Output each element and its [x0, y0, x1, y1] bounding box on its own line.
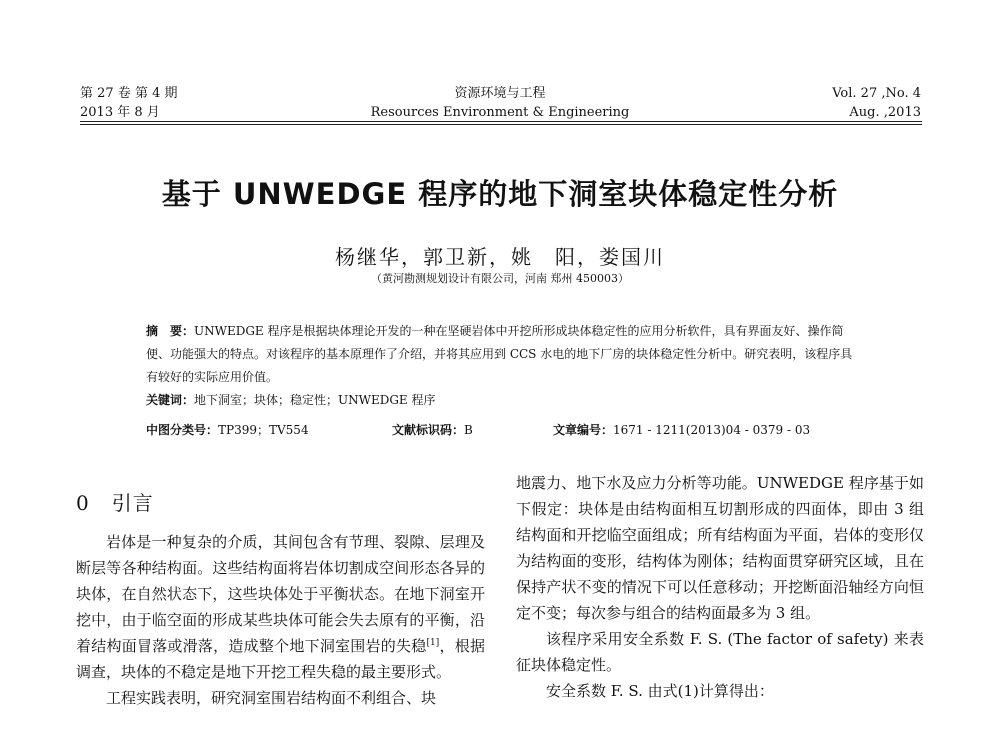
section-heading	[76, 487, 154, 516]
keywords-label: 关键词：	[146, 393, 195, 407]
left-paragraph-1-text: 岩体是一种复杂的介质，其间包含有节理、裂隙、层理及断层等各种结构面。这些结构面将岩体切割成空间形态各异的块体，在自然状态下，这些块体处于平衡状态。在地下洞室开挖中，由于临空面的形成某些块体可能会失去原有的平衡，沿着结构面冒落或滑落，造成整个地下洞室围岩的失稳	[76, 533, 485, 655]
journal-month: Aug. ,2013	[849, 105, 921, 120]
journal-volume: Vol. 27 ,No. 4	[832, 86, 921, 101]
article-number	[553, 421, 810, 438]
header-rule-bottom	[80, 124, 922, 125]
author-list: 杨继华，郭卫新，姚 阳，娄国川	[335, 245, 665, 269]
right-column	[516, 470, 924, 704]
clc-value: TP399；TV554	[218, 423, 309, 437]
citation-ref: [1]	[426, 638, 440, 648]
journal-name-en: Resources Environment & Engineering	[370, 105, 630, 120]
right-paragraph-3: 安全系数 F. S. 由式(1)计算得出：	[546, 682, 774, 700]
header-rule-top	[80, 121, 922, 122]
journal-name-cn: 资源环境与工程	[454, 86, 546, 101]
keywords	[146, 389, 862, 412]
left-paragraph-1	[76, 529, 485, 685]
clc-label: 中图分类号：	[146, 423, 219, 437]
keywords-text: 地下洞室；块体；稳定性；UNWEDGE 程序	[194, 393, 436, 407]
right-paragraph-1: 地震力、地下水及应力分析等功能。UNWEDGE 程序基于如下假定：块体是由结构面相互切割形成的四面体，即由 3 组结构面和开挖临空面组成；所有结构面为平面，岩体的变形仅为结构面的变形，结构体为刚体；结构面贯穿研究区域，且在保持产状不变的情况下可以任意移动；开挖断面沿轴经方向恒定不变；每次参与组合的结构面最多为 3 组。	[516, 474, 924, 622]
affiliation: （黄河勘测规划设计有限公司，河南 郑州 450003）	[371, 272, 629, 285]
left-column	[76, 529, 485, 711]
left-paragraph-1-end: ，根据调查，块体的不稳定是地下开挖工程失稳的最主要形式。	[76, 637, 485, 681]
clc-number	[146, 421, 309, 438]
document-code-value: B	[464, 423, 473, 437]
document-code	[392, 421, 473, 438]
right-paragraph-2: 该程序采用安全系数 F. S. (The factor of safety) 来表征块体稳定性。	[516, 630, 924, 674]
article-number-label: 文章编号：	[553, 423, 614, 437]
left-paragraph-2: 工程实践表明，研究洞室围岩结构面不利组合、块	[106, 689, 437, 707]
abstract-label: 摘 要：	[146, 324, 195, 338]
abstract-text: UNWEDGE 程序是根据块体理论开发的一种在坚硬岩体中开挖所形成块体稳定性的应用分析软件，具有界面友好、操作简便、功能强大的特点。对该程序的基本原理作了介绍，并将其应用到 CCS 水电的地下厂房的块体稳定性分析中。研究表明，该程序具有较好的实际应用价值。	[146, 324, 853, 384]
journal-date: 2013 年 8 月	[80, 105, 160, 120]
article-number-value: 1671 - 1211(2013)04 - 0379 - 03	[613, 423, 811, 437]
journal-issue: 第 27 卷 第 4 期	[80, 86, 178, 101]
abstract	[146, 320, 862, 412]
paper-title: 基于 UNWEDGE 程序的地下洞室块体稳定性分析	[161, 177, 839, 211]
section-number: 0	[76, 491, 90, 515]
abstract-body	[146, 320, 862, 389]
document-code-label: 文献标识码：	[392, 423, 465, 437]
section-title: 引言	[111, 491, 154, 515]
